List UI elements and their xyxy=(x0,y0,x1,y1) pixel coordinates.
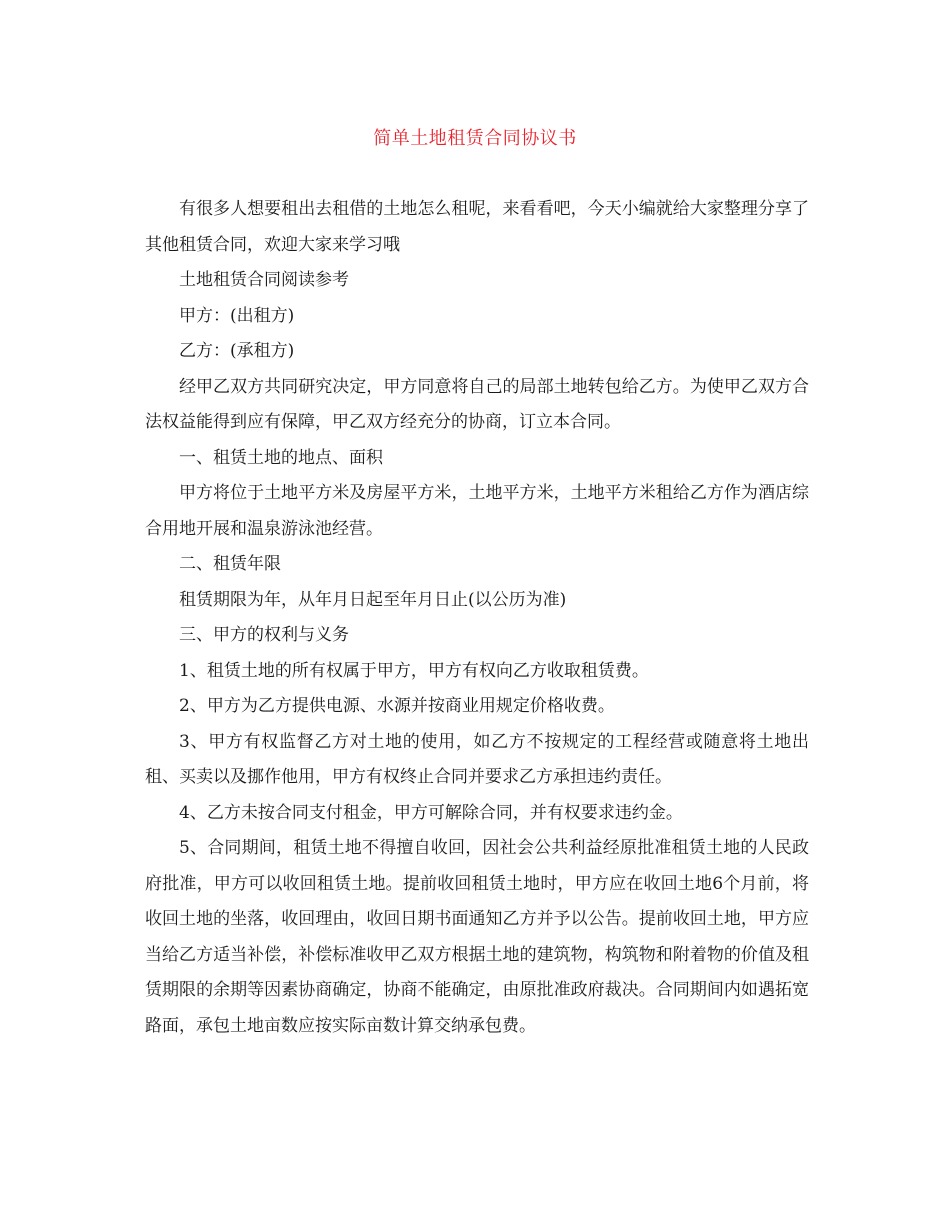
clause-5: 5、合同期间，租赁土地不得擅自收回，因社会公共利益经原批准租赁土地的人民政府批准，甲方可以收回租赁土地。提前收回租赁土地时，甲方应在收回土地6个月前，将收回土地的坐落，收回理由，收回日期书面通知乙方并予以公告。提前收回土地，甲方应当给乙方适当补偿，补偿标准收甲乙双方根据土地的建筑物，构筑物和附着物的价值及租赁期限的余期等因素协商确定，协商不能确定，由原批准政府裁决。合同期间内如遇拓宽路面，承包土地亩数应按实际亩数计算交纳承包费。 xyxy=(145,838,809,1036)
paragraph-reading-reference: 土地租赁合同阅读参考 xyxy=(179,270,349,290)
section-heading-rights-obligations: 三、甲方的权利与义务 xyxy=(179,625,349,645)
document-body xyxy=(145,192,809,1044)
section-heading-lease-term: 二、租赁年限 xyxy=(179,554,281,574)
section-heading-location-area: 一、租赁土地的地点、面积 xyxy=(179,447,383,468)
paragraph-party-b: 乙方：(承租方) xyxy=(179,341,295,361)
paragraph-intro: 有很多人想要租出去租借的土地怎么租呢，来看看吧，今天小编就给大家整理分享了其他租赁合同，欢迎大家来学习哦 xyxy=(145,199,809,255)
document-title: 简单土地租赁合同协议书 xyxy=(373,128,577,149)
paragraph-location-area: 甲方将位于土地平方米及房屋平方米，土地平方米，土地平方米租给乙方作为酒店综合用地开展和温泉游泳池经营。 xyxy=(145,483,809,539)
clause-4: 4、乙方未按合同支付租金，甲方可解除合同，并有权要求违约金。 xyxy=(179,802,683,823)
paragraph-preamble: 经甲乙双方共同研究决定，甲方同意将自己的局部土地转包给乙方。为使甲乙双方合法权益能得到应有保障，甲乙双方经充分的协商，订立本合同。 xyxy=(145,376,809,432)
clause-2: 2、甲方为乙方提供电源、水源并按商业用规定价格收费。 xyxy=(179,696,615,716)
paragraph-party-a: 甲方：(出租方) xyxy=(179,305,295,326)
clause-1: 1、租赁土地的所有权属于甲方，甲方有权向乙方收取租赁费。 xyxy=(179,660,649,681)
clause-3: 3、甲方有权监督乙方对土地的使用，如乙方不按规定的工程经营或随意将土地出租、买卖以及挪作他用，甲方有权终止合同并要求乙方承担违约责任。 xyxy=(145,731,809,787)
paragraph-lease-term: 租赁期限为年，从年月日起至年月日止(以公历为准) xyxy=(179,589,567,610)
